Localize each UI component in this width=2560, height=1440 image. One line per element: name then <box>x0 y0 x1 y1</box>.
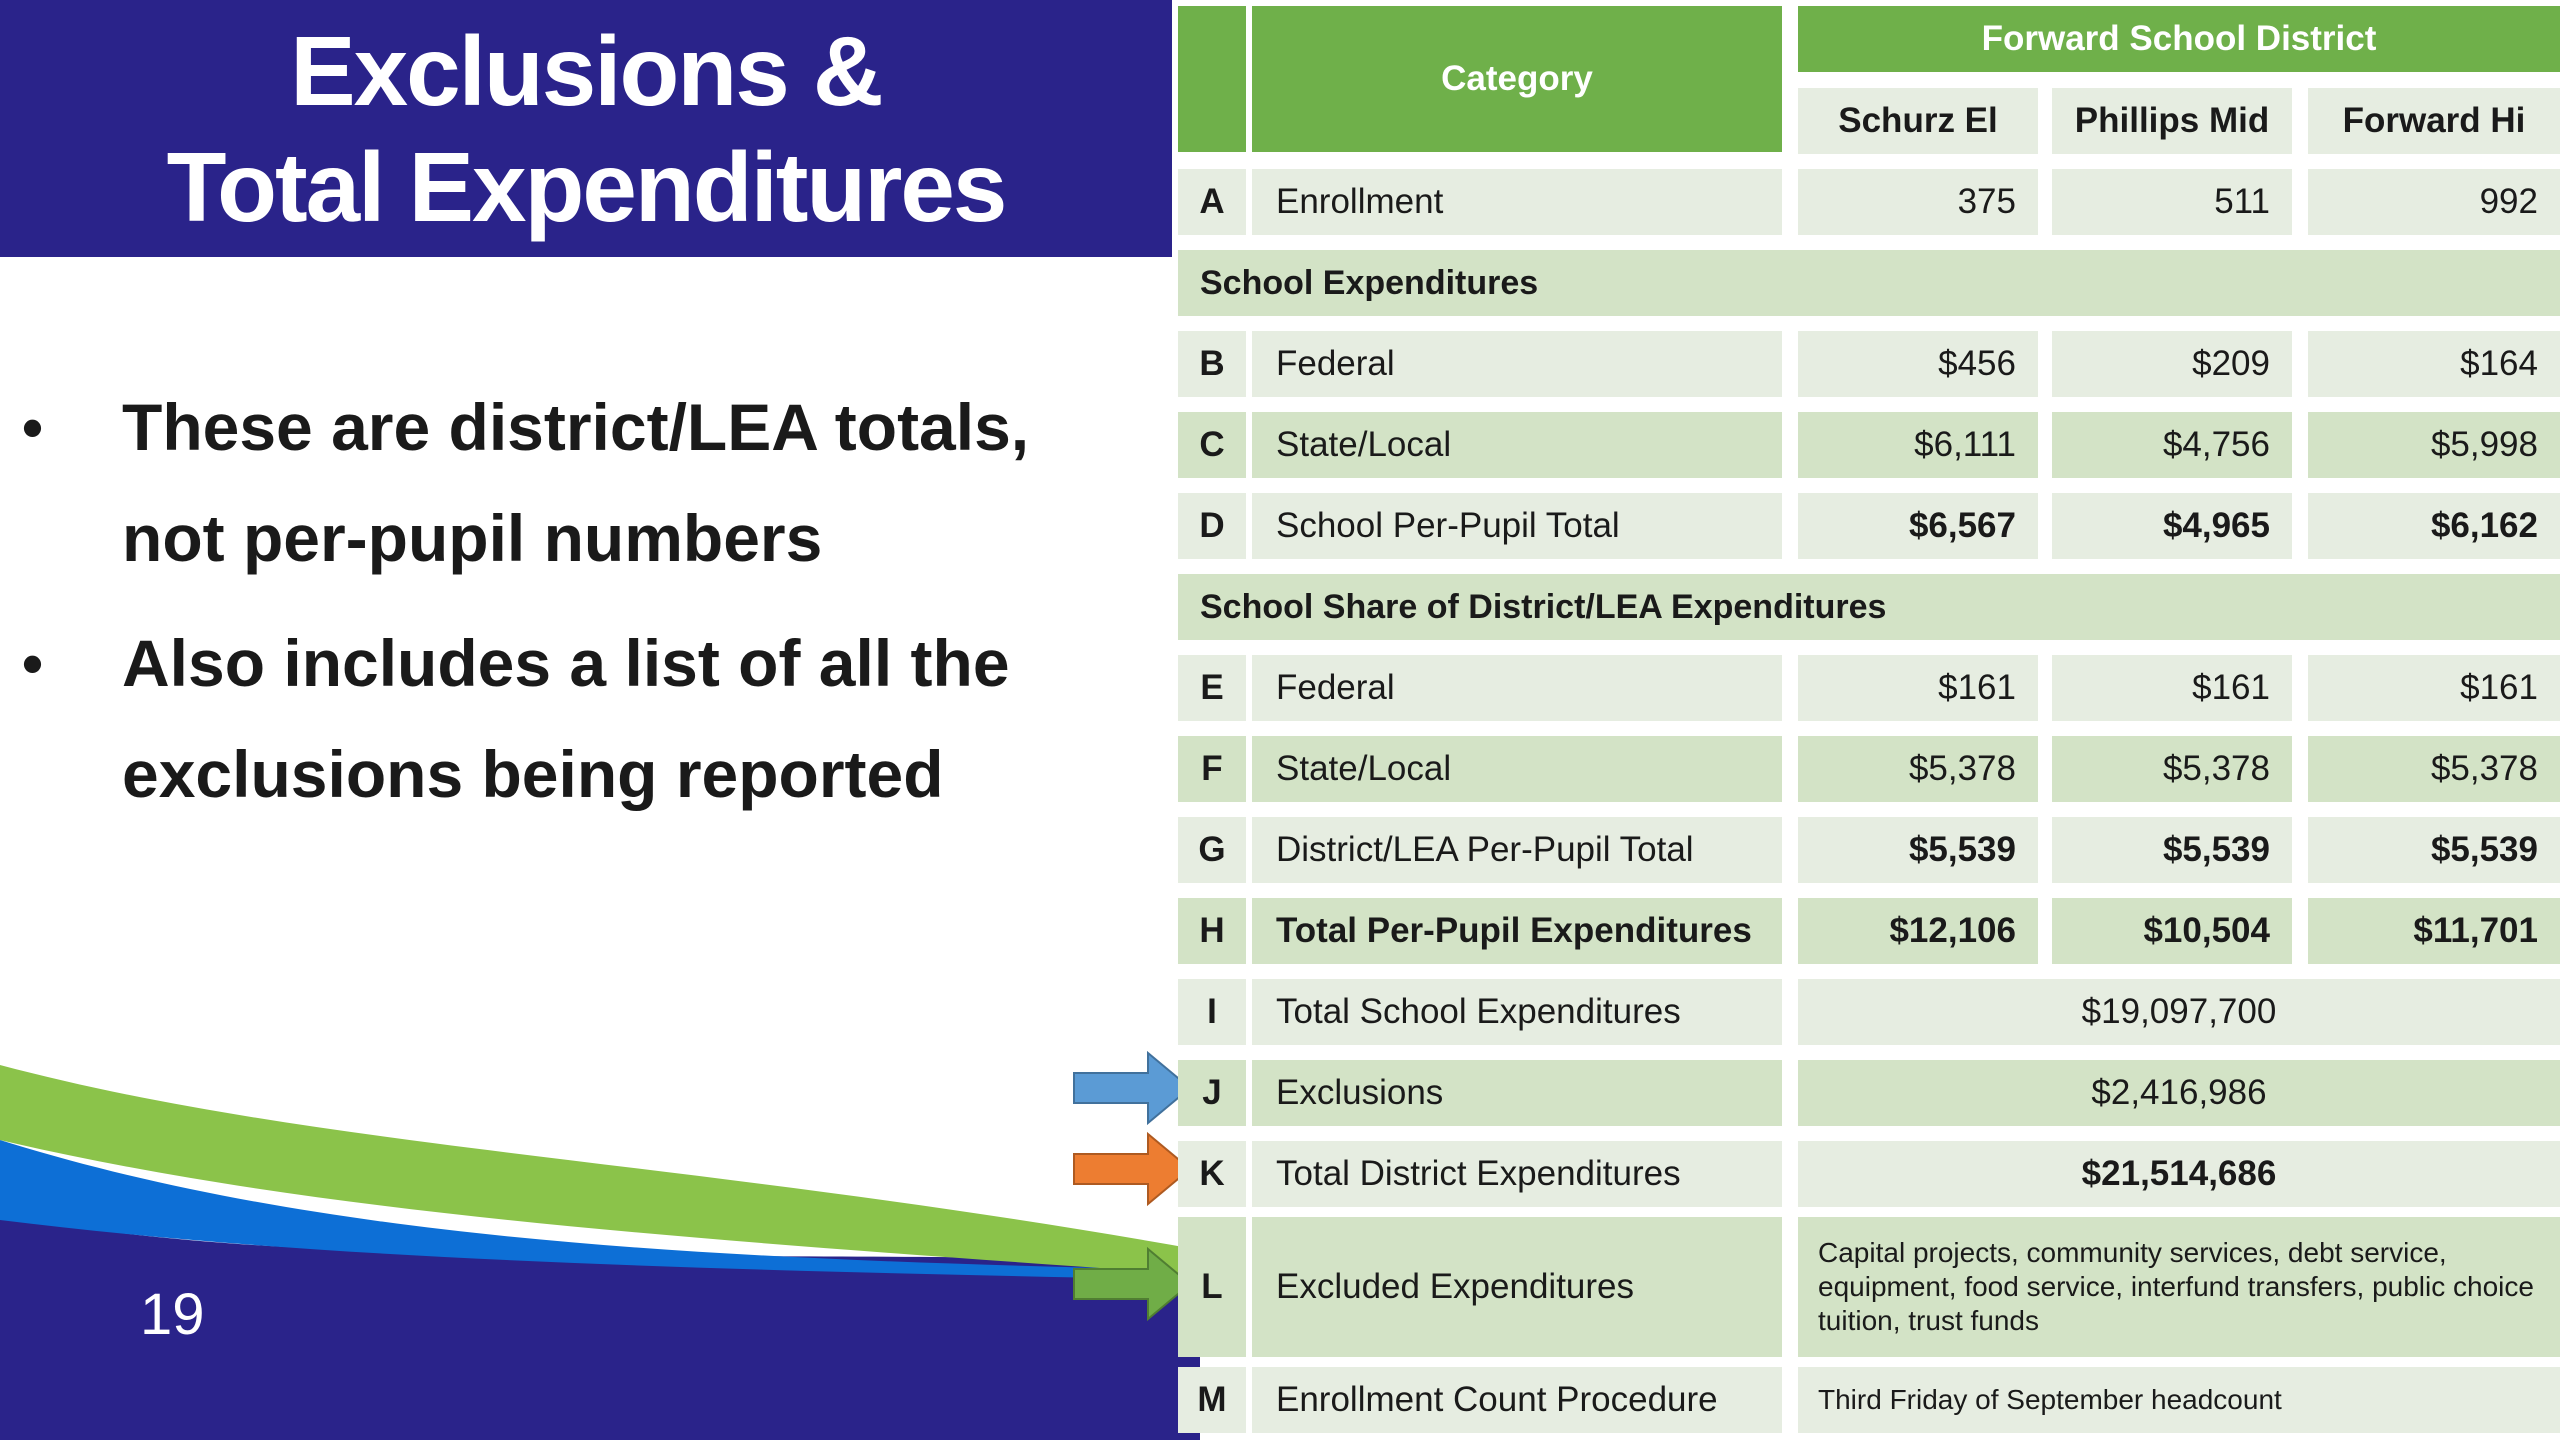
bullet-icon: • <box>22 394 44 461</box>
cell-value: $4,756 <box>2052 412 2292 478</box>
cell-value: $456 <box>1798 331 2038 397</box>
cell-value: $5,378 <box>2308 736 2560 802</box>
row-label: State/Local <box>1252 412 1782 478</box>
bullet-item <box>22 372 1142 594</box>
row-letter: I <box>1178 979 1246 1045</box>
row-letter: K <box>1178 1141 1246 1207</box>
cell-value: $6,567 <box>1798 493 2038 559</box>
header-letter-cell <box>1178 6 1246 152</box>
cell-value: $4,965 <box>2052 493 2292 559</box>
row-letter: A <box>1178 169 1246 235</box>
bullet-text: Also includes a list of all the exclusions being reported <box>122 626 1010 811</box>
page-number: 19 <box>140 1282 205 1347</box>
row-label: Excluded Expenditures <box>1252 1217 1782 1357</box>
cell-value: $161 <box>2052 655 2292 721</box>
row-letter: J <box>1178 1060 1246 1126</box>
row-letter: H <box>1178 898 1246 964</box>
row-letter: E <box>1178 655 1246 721</box>
cell-value: $164 <box>2308 331 2560 397</box>
cell-value: $5,539 <box>2308 817 2560 883</box>
row-label: District/LEA Per-Pupil Total <box>1252 817 1782 883</box>
cell-value: $19,097,700 <box>1798 979 2560 1045</box>
row-label: Total Per-Pupil Expenditures <box>1252 898 1782 964</box>
row-letter: G <box>1178 817 1246 883</box>
row-letter: D <box>1178 493 1246 559</box>
slide-title <box>0 0 1172 257</box>
row-letter: L <box>1178 1217 1246 1357</box>
header-school-3: Forward Hi <box>2308 88 2560 154</box>
cell-value: $2,416,986 <box>1798 1060 2560 1126</box>
cell-value: Third Friday of September headcount <box>1798 1367 2560 1433</box>
row-label: School Per-Pupil Total <box>1252 493 1782 559</box>
cell-value: 511 <box>2052 169 2292 235</box>
cell-value: $12,106 <box>1798 898 2038 964</box>
bullet-icon: • <box>22 630 44 697</box>
cell-value: $11,701 <box>2308 898 2560 964</box>
bullet-text: These are district/LEA totals, not per-pupil numbers <box>122 390 1030 575</box>
section-header: School Share of District/LEA Expenditures <box>1178 574 2560 640</box>
wave-decoration <box>0 1040 1200 1440</box>
cell-value: $6,162 <box>2308 493 2560 559</box>
cell-value: $5,378 <box>1798 736 2038 802</box>
cell-value: $5,539 <box>1798 817 2038 883</box>
cell-value: $209 <box>2052 331 2292 397</box>
row-label: Total School Expenditures <box>1252 979 1782 1045</box>
section-header: School Expenditures <box>1178 250 2560 316</box>
header-district: Forward School District <box>1798 6 2560 72</box>
title-line-2: Total Expenditures <box>166 131 1006 242</box>
row-letter: F <box>1178 736 1246 802</box>
cell-value: $161 <box>1798 655 2038 721</box>
row-label: Total District Expenditures <box>1252 1141 1782 1207</box>
header-school-2: Phillips Mid <box>2052 88 2292 154</box>
cell-value: $5,998 <box>2308 412 2560 478</box>
row-label: Enrollment Count Procedure <box>1252 1367 1782 1433</box>
row-label: State/Local <box>1252 736 1782 802</box>
cell-value: $6,111 <box>1798 412 2038 478</box>
cell-value: $5,378 <box>2052 736 2292 802</box>
row-label: Federal <box>1252 331 1782 397</box>
cell-value: $21,514,686 <box>1798 1141 2560 1207</box>
cell-value: $5,539 <box>2052 817 2292 883</box>
row-label: Exclusions <box>1252 1060 1782 1126</box>
header-category: Category <box>1252 6 1782 152</box>
cell-value: 992 <box>2308 169 2560 235</box>
cell-value: $161 <box>2308 655 2560 721</box>
row-label: Federal <box>1252 655 1782 721</box>
excluded-list: Capital projects, community services, debt service, equipment, food service, interfund transfers, public choice tuition, trust funds <box>1798 1217 2560 1357</box>
row-label: Enrollment <box>1252 169 1782 235</box>
row-letter: B <box>1178 331 1246 397</box>
cell-value: 375 <box>1798 169 2038 235</box>
bullet-list <box>22 372 1142 844</box>
bullet-item <box>22 608 1142 830</box>
cell-value: $10,504 <box>2052 898 2292 964</box>
expenditure-table <box>1172 0 2560 1440</box>
header-school-1: Schurz El <box>1798 88 2038 154</box>
row-letter: M <box>1178 1367 1246 1433</box>
title-line-1: Exclusions & <box>290 15 882 126</box>
row-letter: C <box>1178 412 1246 478</box>
